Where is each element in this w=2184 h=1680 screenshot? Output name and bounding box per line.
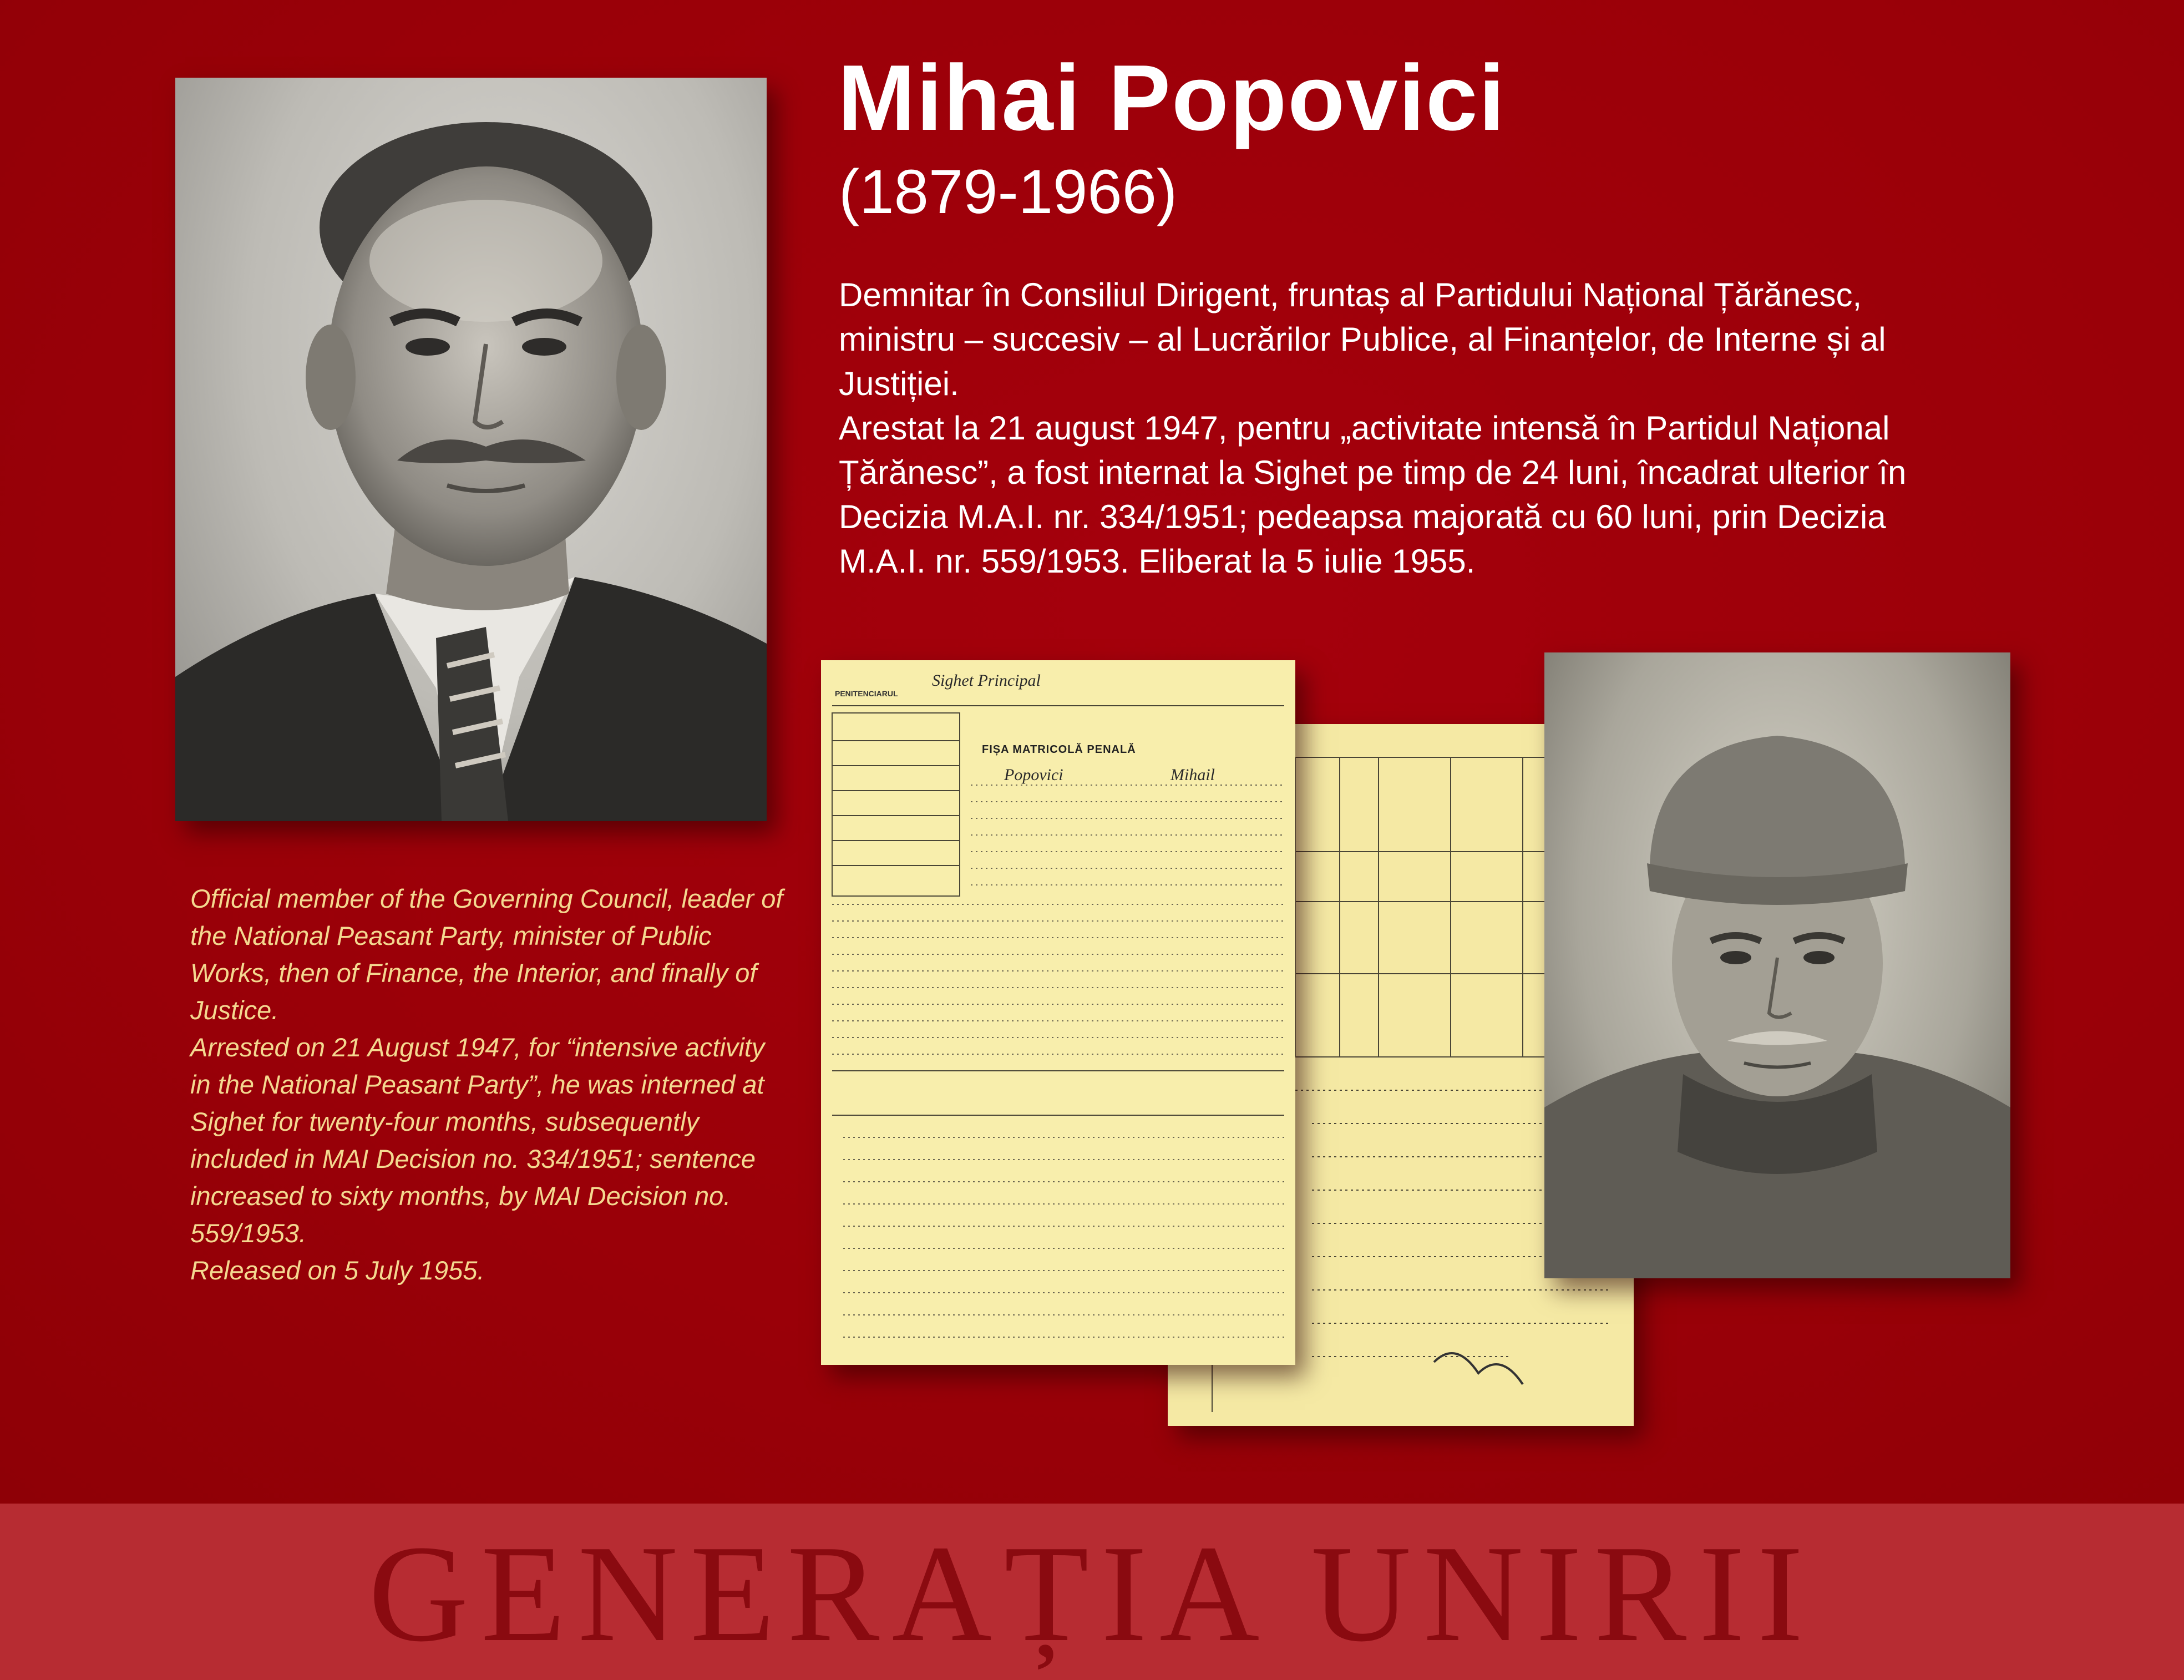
biography-en-paragraph-3: Released on 5 July 1955. [190, 1256, 485, 1285]
record-header-label: PENITENCIARUL [835, 689, 898, 698]
biography-en-paragraph-1: Official member of the Governing Council, leader of the National Peasant Party, minister of Public Works, then of Finance, the Interior, and finally of Justice. [190, 884, 783, 1025]
biography-ro-paragraph-1: Demnitar în Consiliul Dirigent, fruntaș al Partidului Național Țărănesc, ministru – succesiv – al Lucrărilor Publice, al Finanțelor, de Interne și al Justiției. [839, 276, 1886, 402]
footer-band [0, 1504, 2184, 1680]
biography-ro-paragraph-2: Arestat la 21 august 1947, pentru „activitate intensă în Partidul Național Țărănesc”, a fost internat la Sighet pe timp de 24 luni, încadrat ulterior în Decizia M.A.I. nr. 334/1951; pedeapsa majorată cu 60 luni, prin Decizia M.A.I. nr. 559/1953. Eliberat la 5 iulie 1955. [839, 409, 1907, 580]
late-portrait-illustration [1544, 652, 2010, 1278]
biography-english [190, 880, 789, 1289]
life-years: (1879-1966) [839, 157, 1178, 226]
person-name: Mihai Popovici [838, 45, 1506, 150]
biography-en-paragraph-2: Arrested on 21 August 1947, for “intensive activity in the National Peasant Party”, he was interned at Sighet for twenty-four months, subsequently included in MAI Decision no. 334/1951; sentence increased to sixty months, by MAI Decision no. 559/1953. [190, 1033, 765, 1248]
record-given-name: Mihail [1170, 766, 1215, 784]
prison-record-card [821, 660, 1295, 1365]
biography-romanian [839, 273, 1965, 584]
portrait-illustration [175, 78, 767, 821]
late-portrait-photo [1544, 652, 2010, 1278]
exhibition-title: GENERAȚIA UNIRII [368, 1517, 1816, 1671]
record-title: FIȘA MATRICOLĂ PENALĂ [982, 743, 1136, 756]
record-surname: Popovici [1004, 766, 1063, 784]
record-penitentiary: Sighet Principal [932, 671, 1041, 690]
portrait-photo [175, 78, 767, 821]
